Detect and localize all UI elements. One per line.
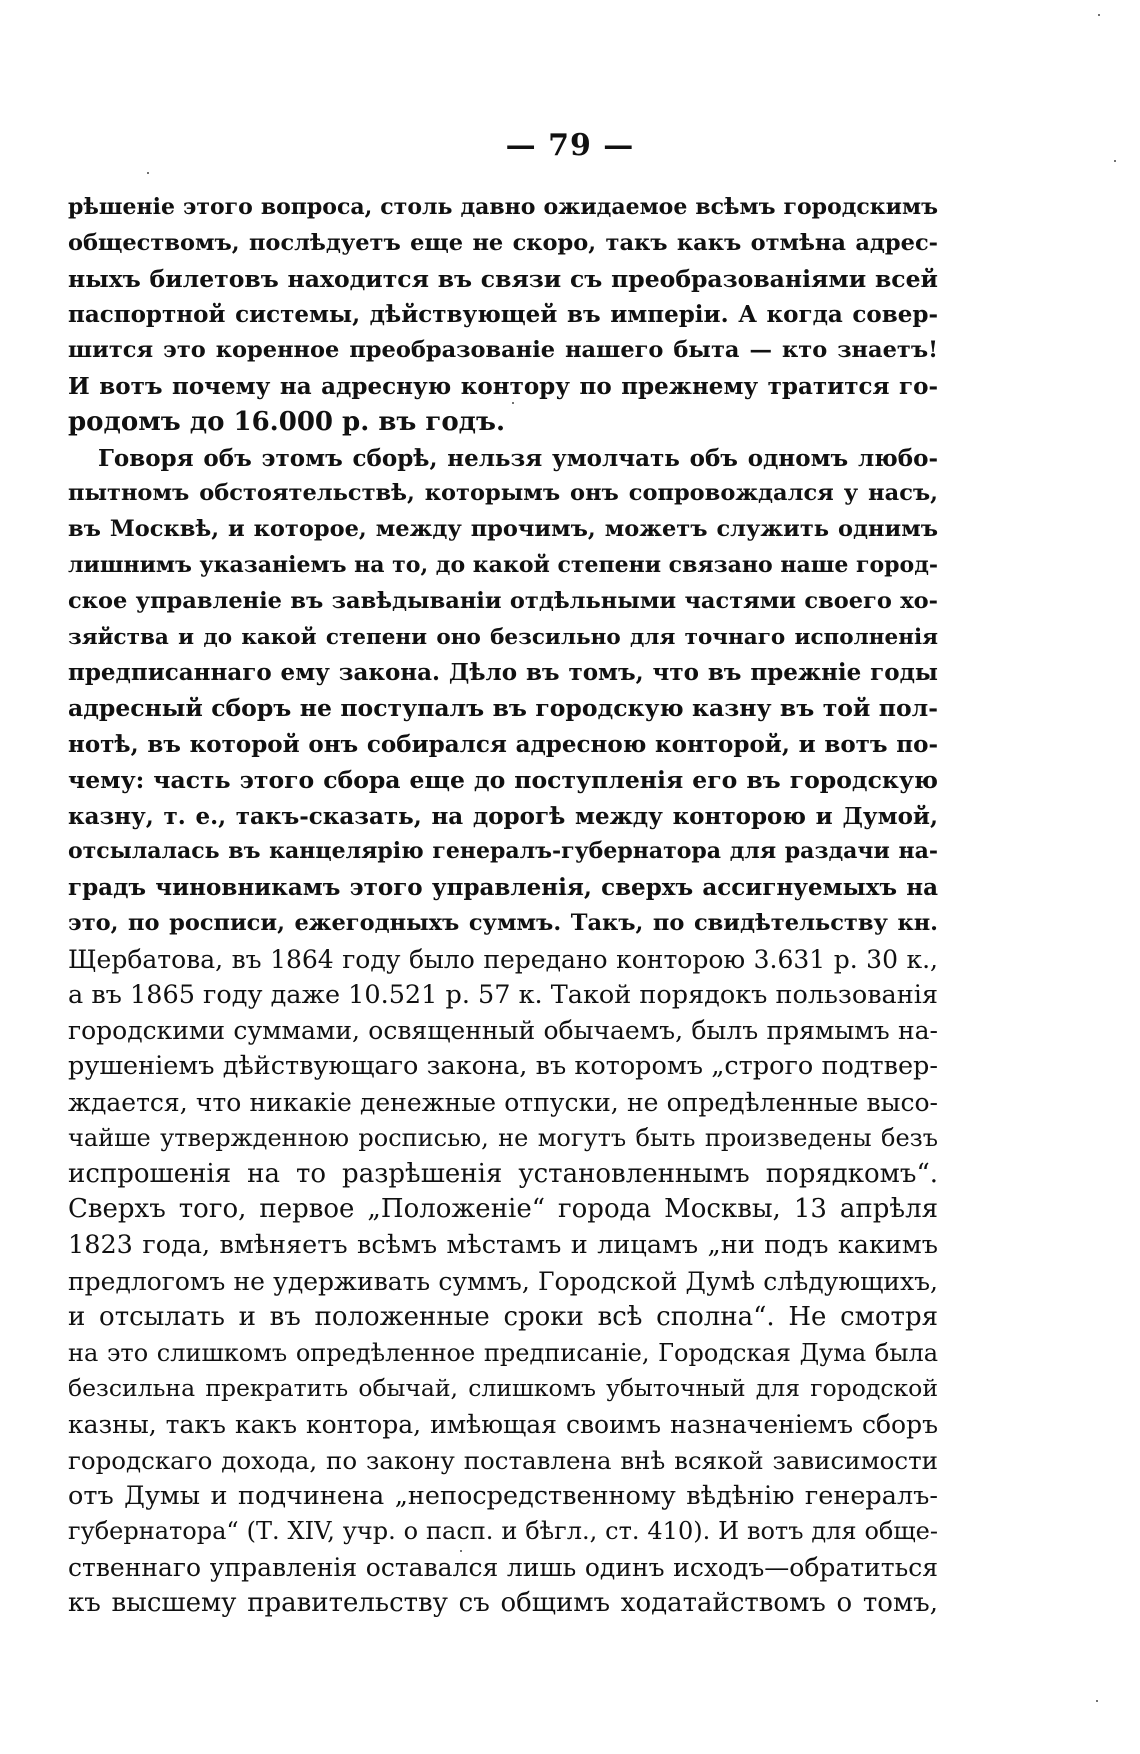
text-line: городскими суммами, освященный обычаемъ, былъ прямымъ на- bbox=[68, 1016, 938, 1046]
scan-speck bbox=[1098, 14, 1100, 16]
text-line: рушеніемъ дѣйствующаго закона, въ которомъ „строго подтвер- bbox=[68, 1051, 938, 1082]
text-line: отсылалась въ канцелярію генералъ-губернатора для раздачи на- bbox=[68, 838, 938, 865]
scan-speck bbox=[1096, 1700, 1098, 1702]
text-line: зяйства и до какой степени оно безсильно для точнаго исполненія bbox=[68, 624, 938, 650]
text-line: и отсылать и въ положенные сроки всѣ сполна“. Не смотря bbox=[68, 1301, 938, 1332]
text-line: на это слишкомъ опредѣленное предписаніе, Городская Дума была bbox=[68, 1338, 938, 1367]
body-text bbox=[68, 190, 938, 1622]
text-line: адресный сборъ не поступалъ въ городскую казну въ той пол- bbox=[68, 694, 938, 723]
text-line: это, по росписи, ежегодныхъ суммъ. Такъ, по свидѣтельству кн. bbox=[68, 909, 938, 936]
text-line: казну, т. е., такъ-сказать, на дорогѣ между конторою и Думой, bbox=[68, 802, 938, 830]
text-line: ждается, что никакіе денежные отпуски, не опредѣленные высо- bbox=[68, 1087, 938, 1117]
text-line: паспортной системы, дѣйствующей въ имперіи. А когда совер- bbox=[68, 301, 938, 329]
text-line: отъ Думы и подчинена „непосредственному вѣдѣнію генералъ- bbox=[68, 1480, 938, 1511]
text-line: пытномъ обстоятельствѣ, которымъ онъ сопровождался у насъ, bbox=[68, 480, 938, 507]
scan-speck bbox=[1114, 160, 1116, 162]
text-line: шится это коренное преобразованіе нашего быта — кто знаетъ! bbox=[68, 337, 938, 364]
text-line: испрошенія на то разрѣшенія установленнымъ порядкомъ“. bbox=[68, 1158, 938, 1189]
scan-speck bbox=[460, 1550, 462, 1552]
text-line: Щербатова, въ 1864 году было передано конторою 3.631 р. 30 к., bbox=[68, 944, 938, 974]
text-line: ныхъ билетовъ находится въ связи съ преобразованіями всей bbox=[68, 264, 938, 293]
text-line: лишнимъ указаніемъ на то, до какой степени связано наше город- bbox=[68, 551, 938, 578]
text-line: къ высшему правительству съ общимъ ходатайствомъ о томъ, bbox=[68, 1588, 938, 1619]
text-line: въ Москвѣ, и которое, между прочимъ, можетъ служить однимъ bbox=[68, 516, 938, 543]
page-number: — 79 — bbox=[505, 128, 635, 163]
text-line: 1823 года, вмѣняетъ всѣмъ мѣстамъ и лицамъ „ни подъ какимъ bbox=[68, 1230, 938, 1261]
text-line: губернатора“ (Т. XIV, учр. о пасп. и бѣгл., ст. 410). И вотъ для обще- bbox=[68, 1517, 938, 1546]
text-line: чайше утвержденною росписью, не могутъ быть произведены безъ bbox=[68, 1123, 938, 1152]
text-line: нотѣ, въ которой онъ собирался адресною конторой, и вотъ по- bbox=[68, 730, 938, 758]
text-line: Говоря объ этомъ сборѣ, нельзя умолчать объ одномъ любо- bbox=[98, 444, 938, 472]
text-line: предлогомъ не удерживать суммъ, Городской Думѣ слѣдующихъ, bbox=[68, 1266, 938, 1296]
text-line: казны, такъ какъ контора, имѣющая своимъ назначеніемъ сборъ bbox=[68, 1410, 938, 1440]
text-line: градъ чиновникамъ этого управленія, сверхъ ассигнуемыхъ на bbox=[68, 874, 938, 902]
text-line: ственнаго управленія оставался лишь одинъ исходъ—обратиться bbox=[68, 1553, 938, 1583]
text-line: предписаннаго ему закона. Дѣло въ томъ, что въ прежніе годы bbox=[68, 659, 938, 687]
text-line: ское управленіе въ завѣдываніи отдѣльными частями своего хо- bbox=[68, 587, 938, 614]
scan-speck bbox=[147, 172, 149, 174]
scan-speck bbox=[512, 402, 514, 404]
text-line: а въ 1865 году даже 10.521 р. 57 к. Такой порядокъ пользованія bbox=[68, 979, 938, 1010]
text-line: городскаго дохода, по закону поставлена внѣ всякой зависимости bbox=[68, 1445, 938, 1475]
text-line: родомъ до 16.000 р. въ годъ. bbox=[68, 406, 505, 437]
text-line: чему: часть этого сбора еще до поступленія его въ городскую bbox=[68, 765, 938, 794]
text-line: безсильна прекратить обычай, слишкомъ убыточный для городской bbox=[68, 1374, 938, 1403]
text-line: обществомъ, послѣдуетъ еще не скоро, такъ какъ отмѣна адрес- bbox=[68, 229, 938, 256]
text-line: Сверхъ того, первое „Положеніе“ города Москвы, 13 апрѣля bbox=[68, 1194, 938, 1225]
text-line: рѣшеніе этого вопроса, столь давно ожидаемое всѣмъ городскимъ bbox=[68, 194, 938, 220]
text-line: И вотъ почему на адресную контору по прежнему тратится го- bbox=[68, 372, 938, 400]
